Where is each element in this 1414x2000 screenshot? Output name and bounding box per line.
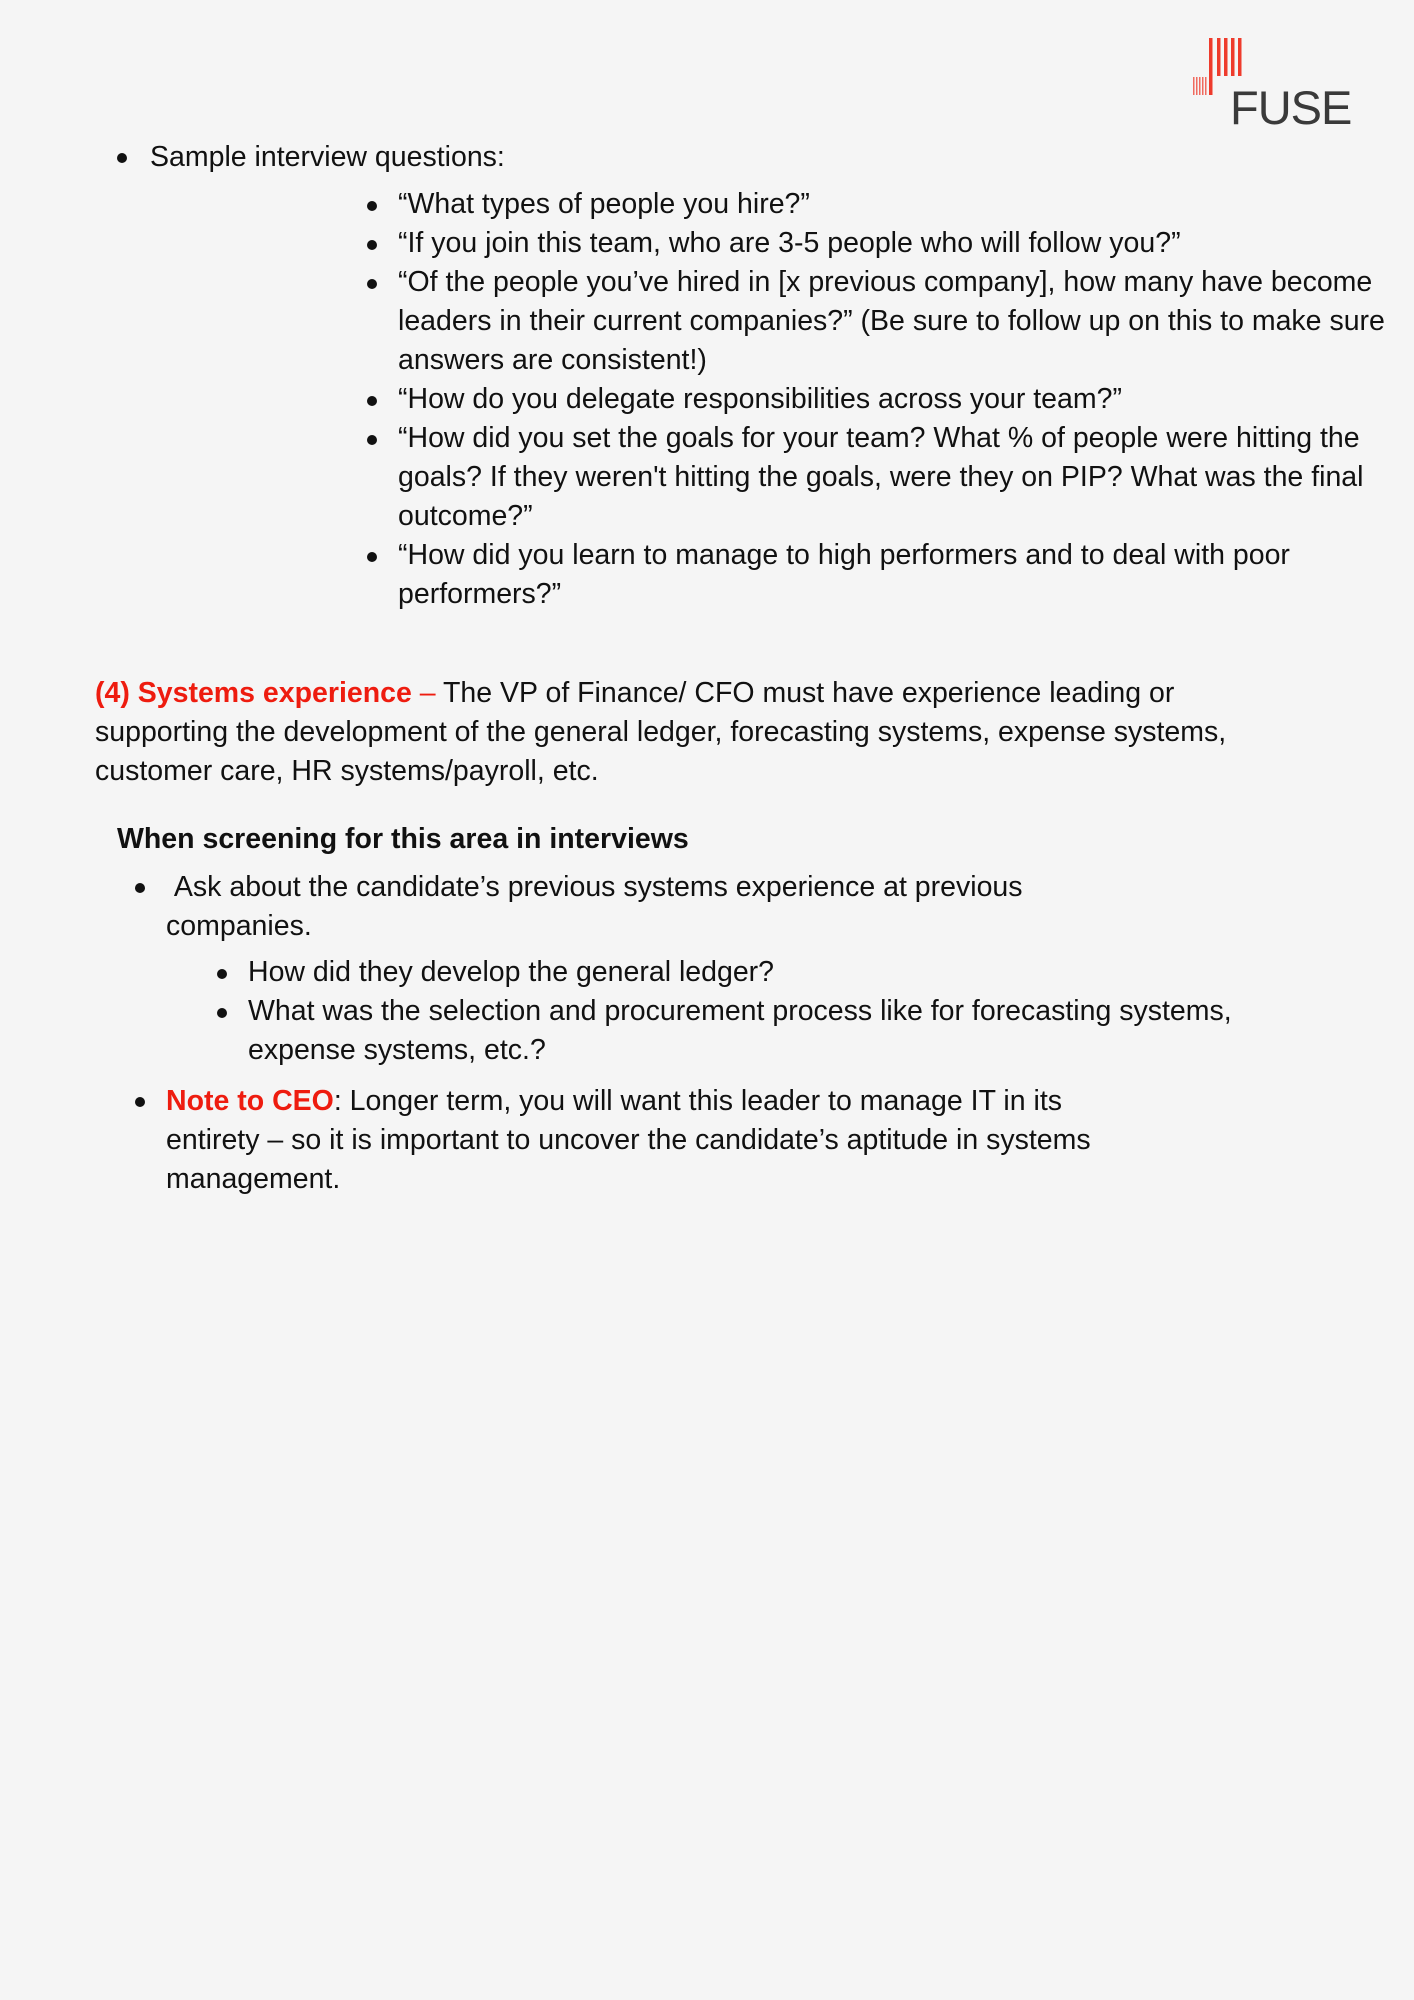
section-systems-experience <box>95 674 1295 791</box>
list-item <box>0 992 1258 1070</box>
bullet-icon <box>135 1097 145 1107</box>
bullet-icon <box>367 201 377 211</box>
list-item <box>0 953 1258 992</box>
question-text: “What types of people you hire?” <box>398 188 810 220</box>
list-item <box>0 138 1414 614</box>
logo-wordmark: FUSE <box>1230 81 1352 134</box>
sub-item-text: What was the selection and procurement process like for forecasting systems, expense systems, etc.? <box>248 995 1232 1066</box>
question-text: “How do you delegate responsibilities across your team?” <box>398 383 1122 415</box>
list-item <box>150 263 1414 380</box>
section-dash: – <box>411 677 444 709</box>
list-item <box>0 868 1232 1070</box>
bullet-icon <box>217 1008 227 1018</box>
question-text: “How did you set the goals for your team? What % of people were hitting the goals? If they weren't hitting the goals, were they on PIP? What was the final outcome?” <box>398 422 1364 532</box>
bullet-icon <box>367 240 377 250</box>
bullet-icon <box>135 883 145 893</box>
sub-item-text: How did they develop the general ledger? <box>248 956 775 988</box>
note-label: Note to CEO <box>166 1085 334 1117</box>
bullet-icon <box>367 435 377 445</box>
note-to-ceo <box>0 1082 1156 1199</box>
list-item <box>150 224 1414 263</box>
list-item <box>150 419 1414 536</box>
bullet-icon <box>367 279 377 289</box>
bullet-icon <box>367 552 377 562</box>
list-item <box>150 536 1414 614</box>
section-body: The VP of Finance/ CFO must have experience leading or supporting the development of the general ledger, forecasting systems, expense systems, customer care, HR systems/payroll, etc. <box>95 677 1227 787</box>
bullet-icon <box>367 396 377 406</box>
list-item <box>150 380 1414 419</box>
note-text: : Longer term, you will want this leader to manage IT in its entirety – so it is important to uncover the candidate’s aptitude in systems management. <box>166 1085 1091 1195</box>
ask-item-text: Ask about the candidate’s previous systems experience at previous companies. <box>166 871 1023 942</box>
sample-questions-label: Sample interview questions: <box>150 141 505 173</box>
ask-sublist <box>0 953 1232 1070</box>
question-text: “Of the people you’ve hired in [x previous company], how many have become leaders in their current companies?” (Be sure to follow up on this to make sure answers are consistent!) <box>398 266 1385 376</box>
bullet-icon <box>217 969 227 979</box>
list-item <box>150 185 1414 224</box>
screening-heading: When screening for this area in interviews <box>117 823 689 855</box>
fuse-logo <box>1193 38 1353 133</box>
bullet-icon <box>117 153 127 163</box>
question-text: “If you join this team, who are 3-5 people who will follow you?” <box>398 227 1181 259</box>
question-text: “How did you learn to manage to high performers and to deal with poor performers?” <box>398 539 1290 610</box>
interview-questions-list <box>0 138 1414 614</box>
section-title: (4) Systems experience <box>95 677 412 709</box>
screening-list <box>0 868 1414 1199</box>
sample-questions-sublist <box>150 185 1414 614</box>
